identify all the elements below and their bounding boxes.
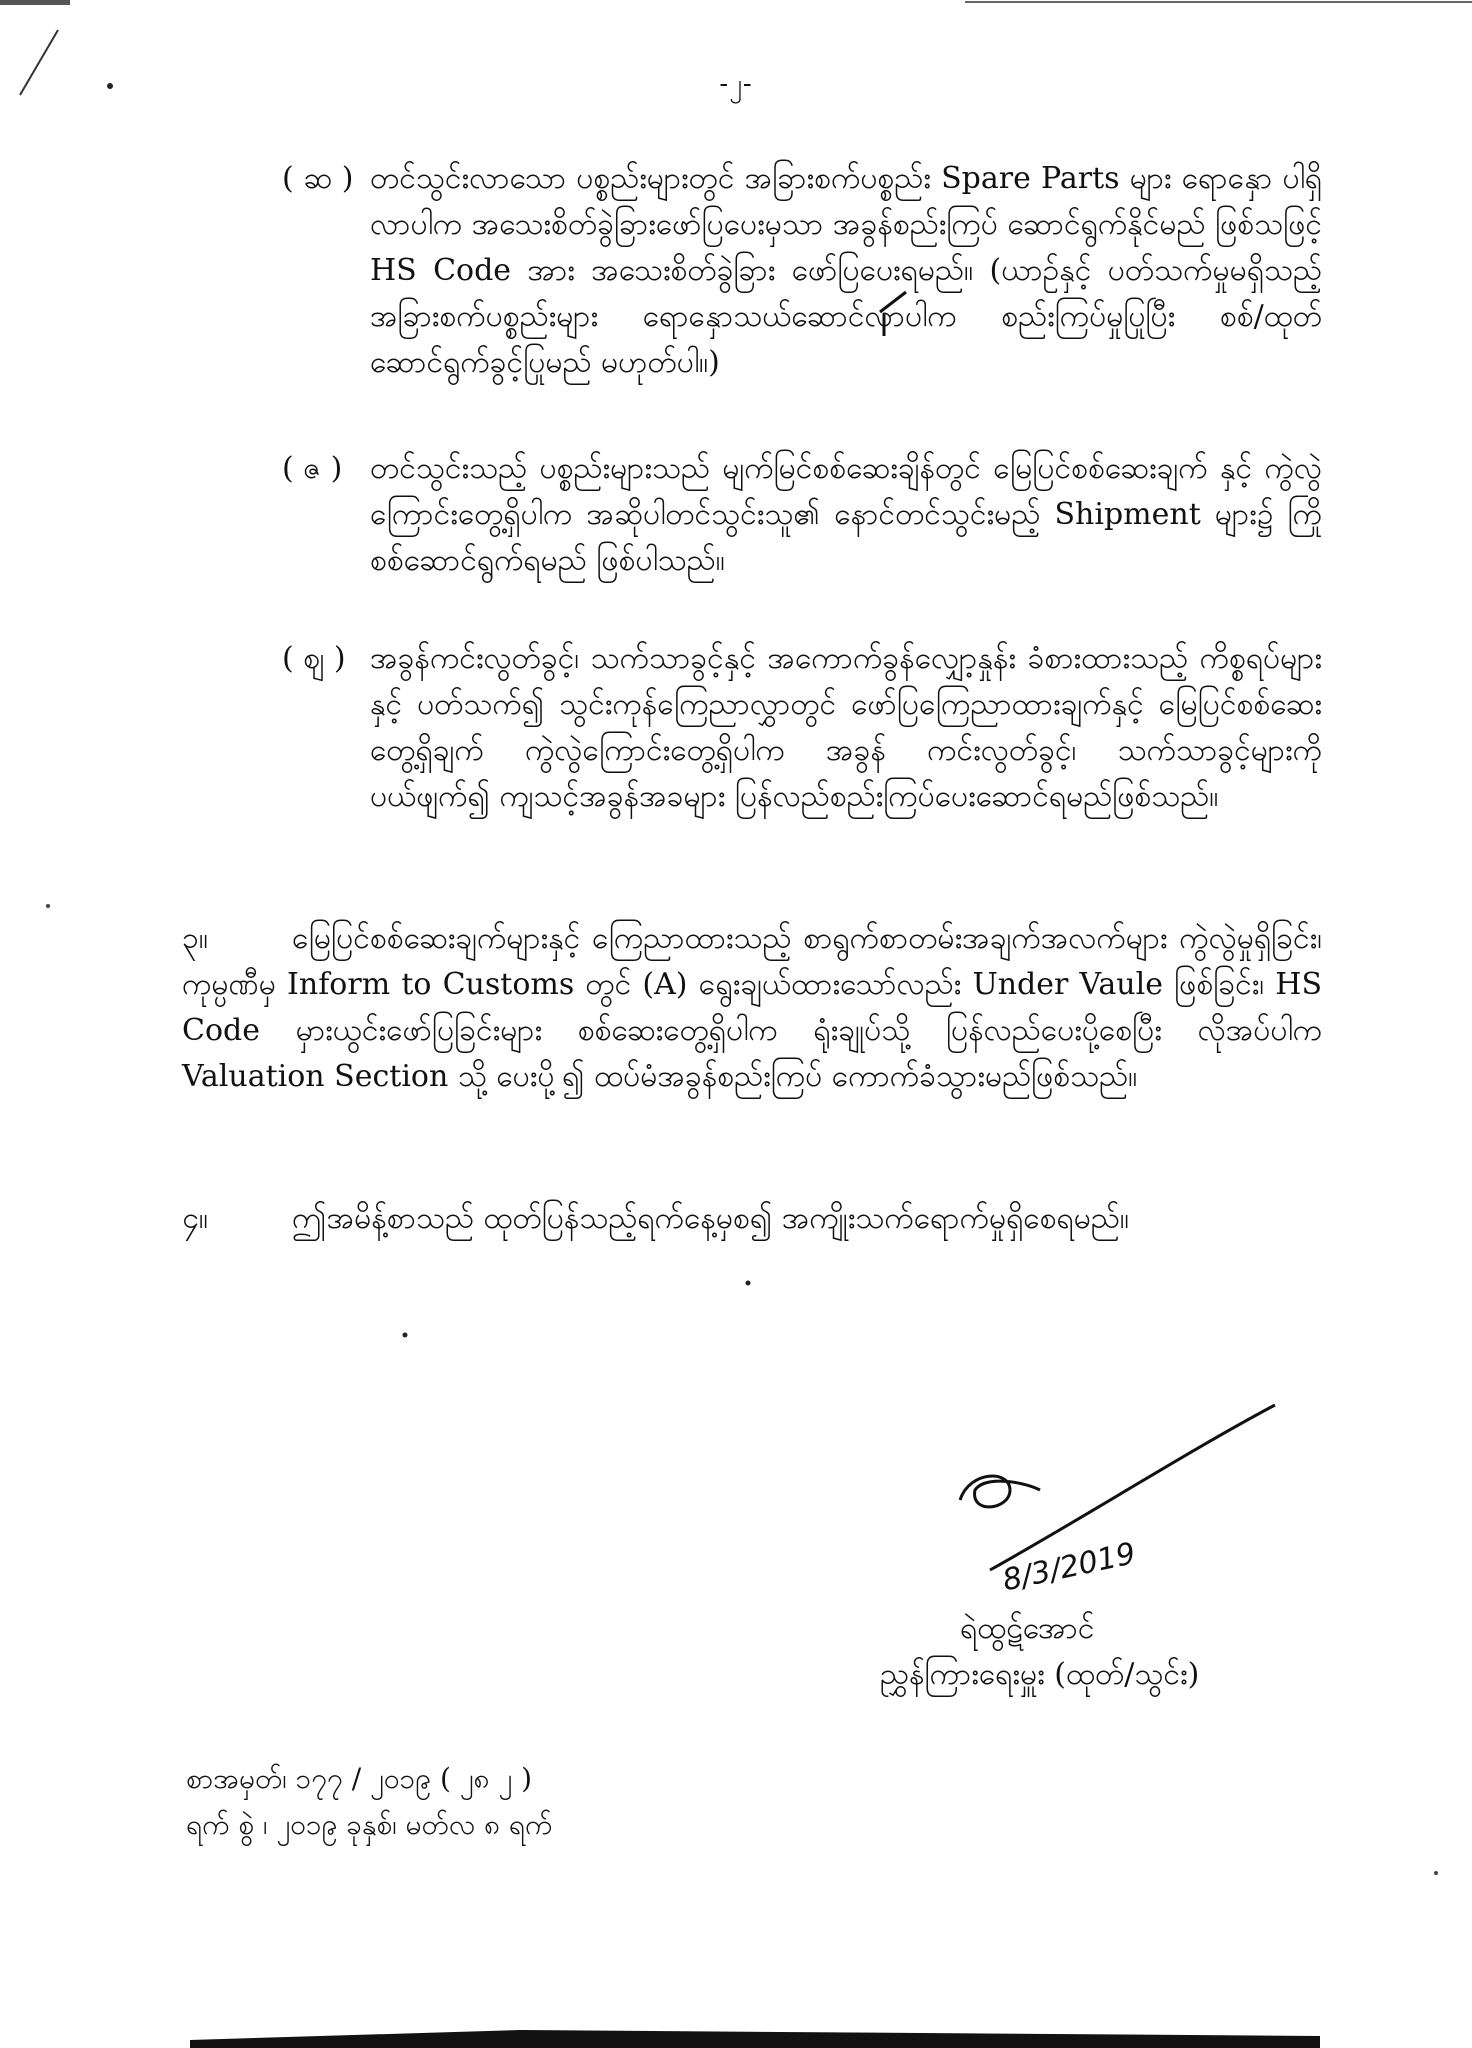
signatory-name: ရဲထွဋ်အောင် [960,1611,1095,1646]
sub-item-text: တင်သွင်းသည့် ပစ္စည်းများသည် မျက်မြင်စစ်ဆေးချိန်တွင် မြေပြင်စစ်ဆေးချက် နှင့် ကွဲလွဲကြောင်းတွေ့ရှိပါက အဆိုပါတင်သွင်းသူ၏ နောင်တင်သွင်းမည့် Shipment များ၌ ကြိုစစ်ဆောင်ရွက်ရမည် ဖြစ်ပါသည်။ [370,451,1322,578]
scan-edge-mark-bottom [190,2030,1320,2048]
signature-date: 8/3/2019 [999,1536,1139,1599]
dot-mark [46,904,50,908]
paragraph-4 [182,1196,1322,1242]
sub-item-label: ( ဈ ) [282,641,346,676]
paragraph-3 [182,916,1322,1100]
sub-item-sa [282,156,1322,386]
letter-number: စာအမှတ်၊ ၁၇၇ / ၂၀၁၉ ( ၂၈ ၂ ) [186,1762,532,1795]
signatory-title: ညွှန်ကြားရေးမှူး (ထုတ်/သွင်း) [880,1657,1200,1692]
sub-item-text: အခွန်ကင်းလွတ်ခွင့်၊ သက်သာခွင့်နှင့် အကောက်ခွန်လျှော့နှုန်း ခံစားထားသည့် ကိစ္စရပ်များနှင့် ပတ်သက်၍ သွင်းကုန်ကြေညာလွှာတွင် ဖော်ပြကြေညာထားချက်နှင့် မြေပြင်စစ်ဆေးတွေ့ရှိချက် ကွဲလွဲကြောင်းတွေ့ရှိပါက အခွန် ကင်းလွတ်ခွင့်၊ သက်သာခွင့်များကို ပယ်ဖျက်၍ ကျသင့်အခွန်အခများ ပြန်လည်စည်းကြပ်ပေးဆောင်ရမည်ဖြစ်သည်။ [370,641,1322,814]
paragraph-text: ဤအမိန့်စာသည် ထုတ်ပြန်သည့်ရက်နေ့မှစ၍ အကျိုးသက်ရောက်မှုရှိစေရမည်။ [292,1201,1129,1236]
dot-mark [746,1281,751,1286]
dot-mark [403,1333,408,1338]
paragraph-number: ၄။ [182,1201,208,1236]
sub-item-label: ( ဆ ) [282,161,354,196]
dot-mark [1434,1871,1438,1875]
paragraph-number: ၃။ [182,921,208,956]
sub-item-label: ( ဇ ) [282,451,343,486]
sub-item-zha [282,636,1322,820]
paragraph-text: မြေပြင်စစ်ဆေးချက်များနှင့် ကြေညာထားသည့် စာရွက်စာတမ်းအချက်အလက်များ ကွဲလွဲမှုရှိခြင်း၊ ကုမ္ပဏီမှ Inform to Customs တွင် (A) ရွေးချယ်ထားသော်လည်း Under Vaule ဖြစ်ခြင်း၊ HS Code မှားယွင်းဖော်ပြခြင်းများ စစ်ဆေးတွေ့ရှိပါက ရုံးချုပ်သို့ ပြန်လည်ပေးပို့စေပြီး လိုအပ်ပါက Valuation Section သို့ ပေးပို့၍ ထပ်မံအခွန်စည်းကြပ် ကောက်ခံသွားမည်ဖြစ်သည်။ [182,921,1322,1094]
page-number: -၂- [719,69,753,99]
sub-item-za [282,446,1322,584]
sub-item-text: တင်သွင်းလာသော ပစ္စည်းများတွင် အခြားစက်ပစ္စည်း Spare Parts များ ရောနှော ပါရှိလာပါက အသေးစိတ်ခွဲခြားဖော်ပြပေးမှသာ အခွန်စည်းကြပ် ဆောင်ရွက်နိုင်မည် ဖြစ်သဖြင့် HS Code အား အသေးစိတ်ခွဲခြား ဖော်ပြပေးရမည်။ (ယာဉ်နှင့် ပတ်သက်မှုမရှိသည့် အခြားစက်ပစ္စည်းများ ရောနှောသယ်ဆောင်လာပါက စည်းကြပ်မှုပြုပြီး စစ်/ထုတ်ဆောင်ရွက်ခွင့်ပြုမည် မဟုတ်ပါ။) [370,161,1322,380]
letter-date: ရက် စွဲ ၊ ၂၀၁၉ ခုနှစ်၊ မတ်လ ၈ ရက် [186,1808,553,1841]
scan-edge-mark-top-left [0,0,70,5]
signature [950,1390,1290,1600]
